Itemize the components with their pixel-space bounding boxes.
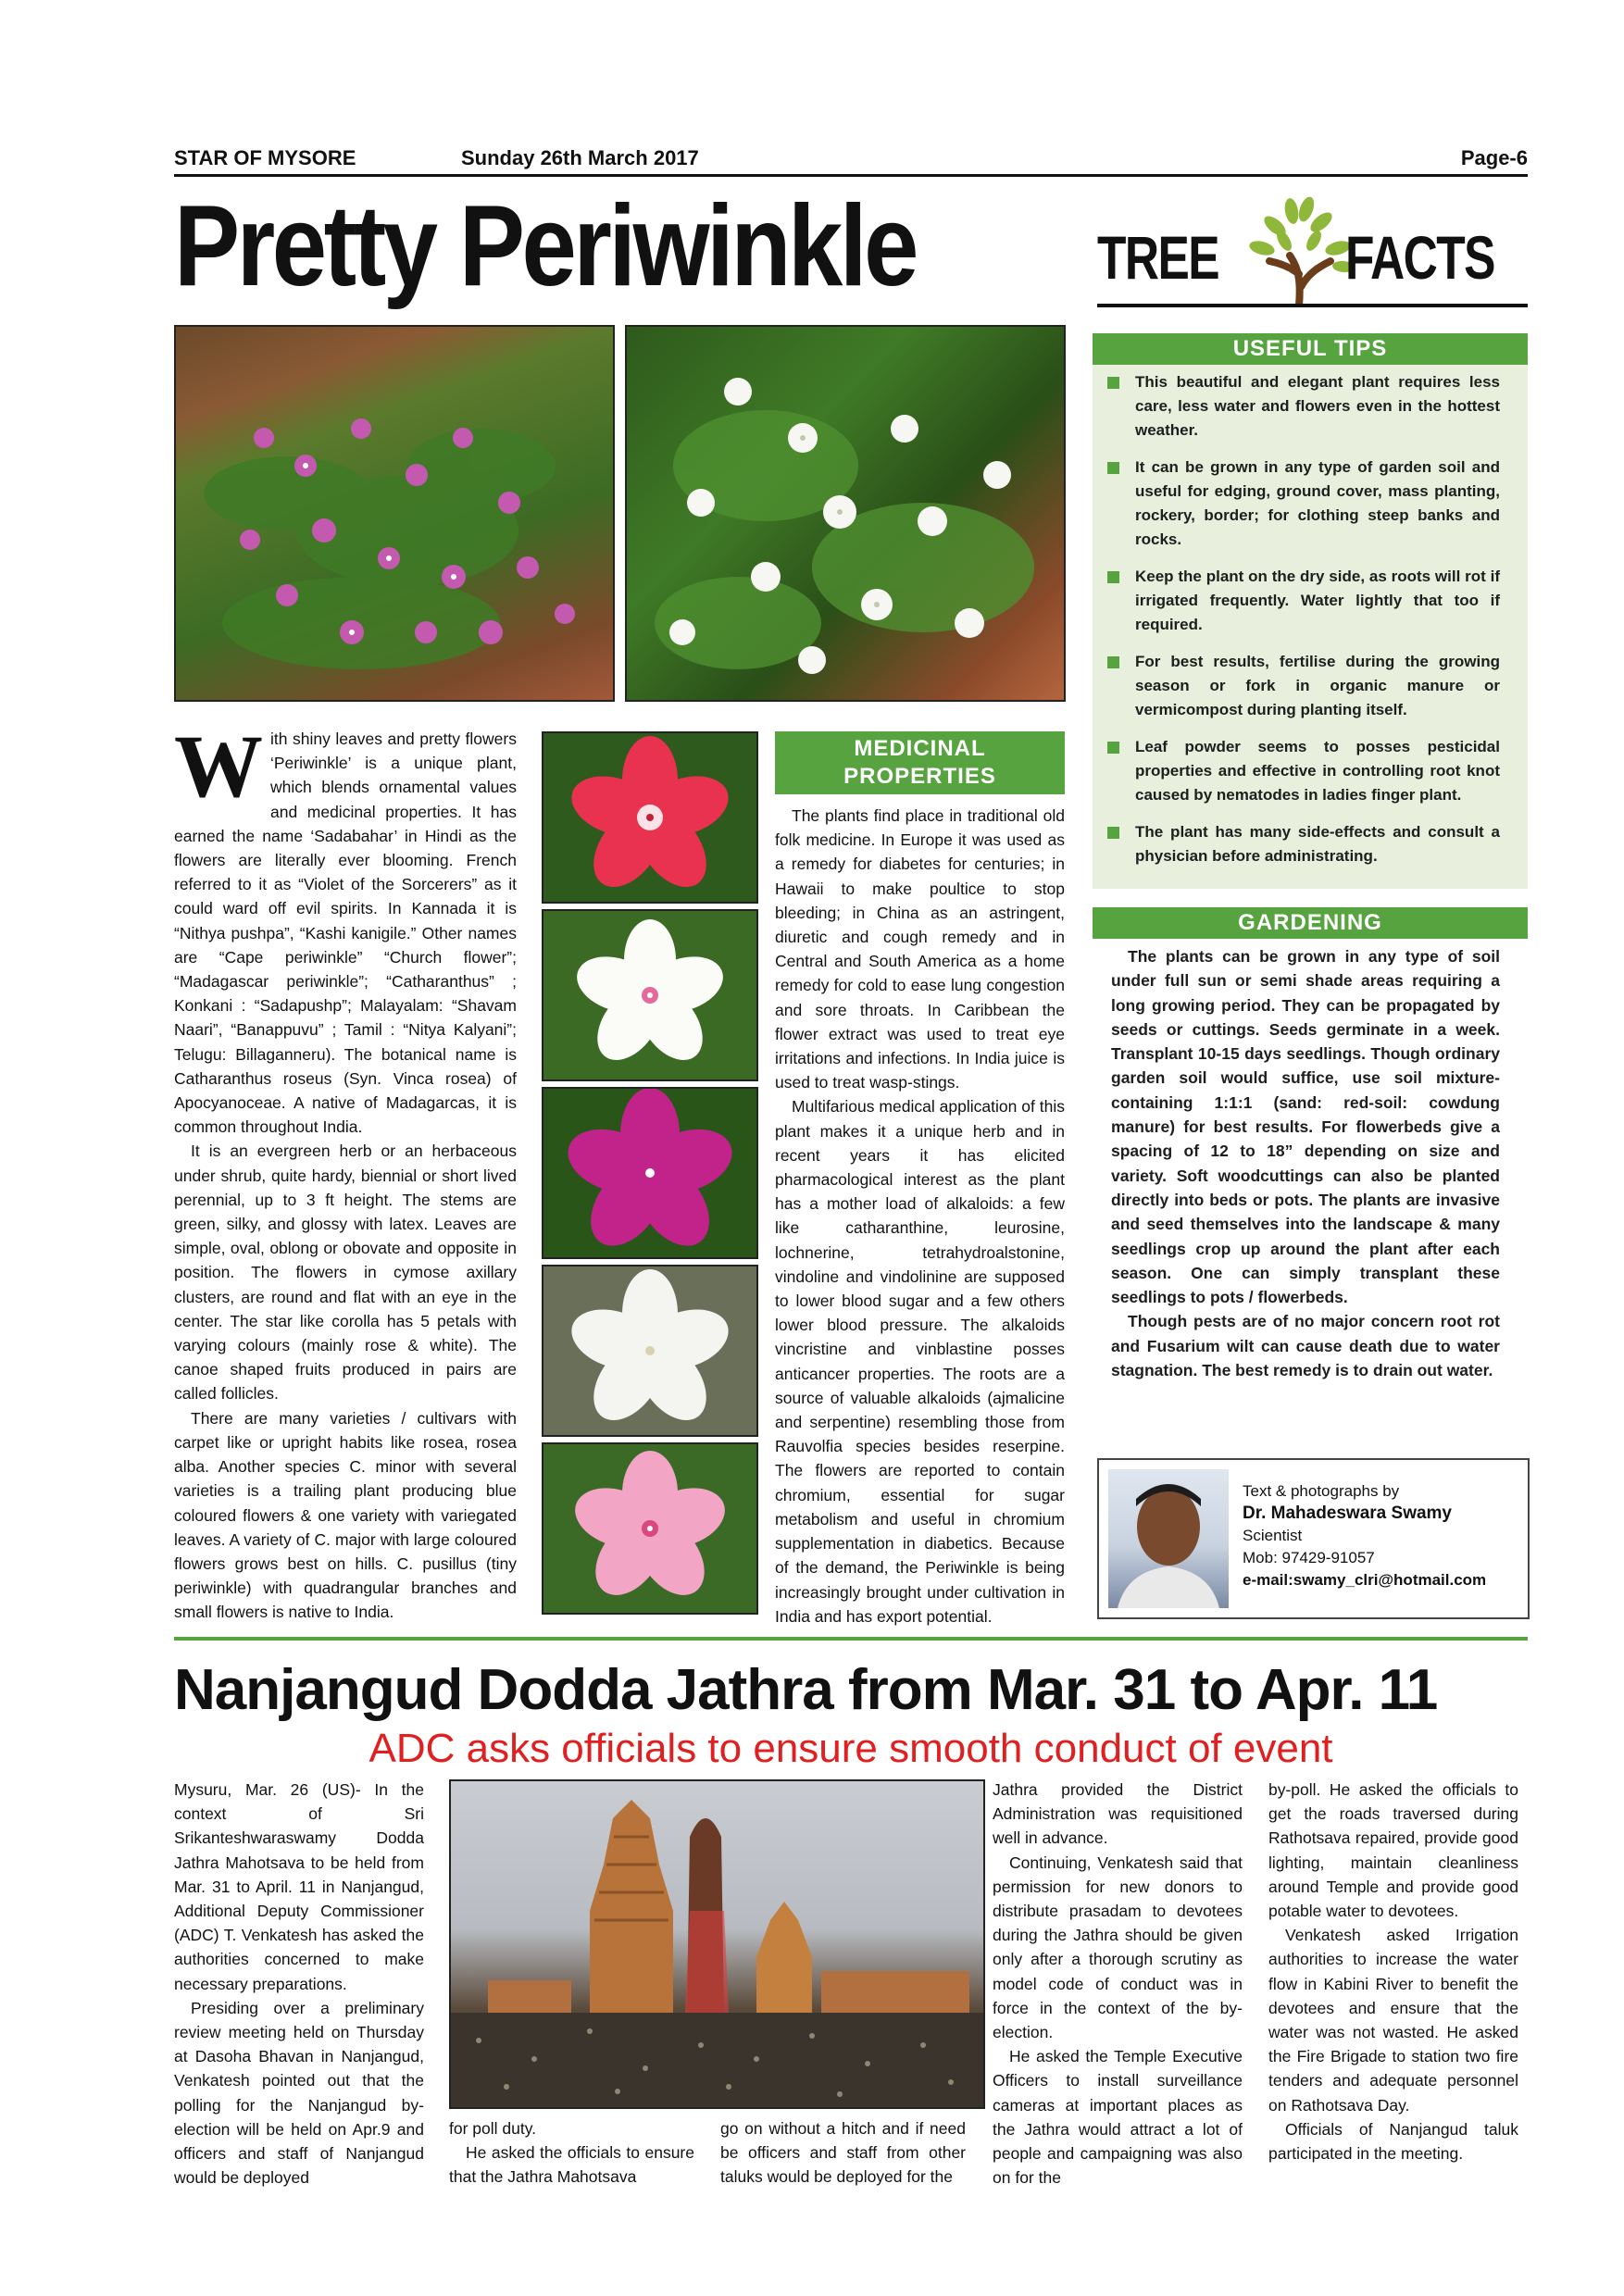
gardening-paragraph-2: Though pests are of no major concern root rot and Fusarium wilt can cause death due to water stagnation. The best remedy is to drain out water. — [1111, 1312, 1500, 1380]
intro-column — [174, 717, 517, 1625]
bullet-square-icon — [1107, 462, 1119, 474]
gardening-heading: GARDENING — [1093, 907, 1528, 939]
photo-light-pink-flower — [542, 1442, 758, 1615]
author-name: Dr. Mahadeswara Swamy — [1243, 1504, 1452, 1523]
medicinal-paragraph-2: Multifarious medical application of this plant makes it a unique herb and in recent years it has elicited pharmacological interest as the plant has a mother load of alkaloids: a few like catharanthine, leurosine, lochnerine, tetrahydroalstonine, vindoline and vindolinine are supposed to lower blood sugar and a few others lower blood pressure. The alkaloids vincristine and vinblastine posses anticancer properties. The roots are a source of valuable alkaloids (ajmalicine and serpentine) resembling those from Rauvolfia species besides reserpine. The flowers are reported to contain chromium, essential for sugar metabolism and useful in chromium supplementation in diabetics. Because of the demand, the Periwinkle is being increasingly brought under cultivation in India and has export potential. — [775, 1097, 1065, 1626]
gardening-text — [1111, 944, 1500, 1382]
photo-temple-crowd — [449, 1779, 985, 2109]
photo-white-periwinkle-plant — [625, 325, 1066, 702]
useful-tips-list — [1100, 370, 1500, 881]
tip-item: The plant has many side-effects and consult a physician before administrating. — [1100, 820, 1500, 868]
section-divider — [174, 1637, 1528, 1641]
tip-item: This beautiful and elegant plant requires less care, less water and flowers even in the hottest weather. — [1100, 370, 1500, 443]
news-column-4: Jathra provided the District Administration was requisitioned well in advance. Continuing, Venkatesh said that permission for new donors to distribute prasadam to devotees during the Jathra should be given only after a thorough scrutiny as model code of conduct was in force in the context of the by-election. He asked the Temple Executive Officers to install surveillance cameras at important places as the Jathra would attract a lot of people and campaigning was also on for the — [993, 1780, 1243, 2188]
news-headline: Nanjangud Dodda Jathra from Mar. 31 to Apr. 11 — [174, 1658, 1438, 1722]
author-credit-box — [1097, 1458, 1530, 1619]
bullet-square-icon — [1107, 377, 1119, 389]
medicinal-heading — [775, 731, 1065, 794]
masthead-rule — [174, 174, 1528, 177]
gardening-paragraph-1: The plants can be grown in any type of soil under full sun or semi shade areas requiring a long growing period. They can be propagated by seeds or cuttings. Seeds germinate in a week. Transplant 10-15 days seedlings. Though ordinary garden soil would suffice, use soil mixture-containing 1:1:1 (sand: red-soil: cowdung manure) for best results. For flowerbeds give a spacing of 12 to 18” depending on size and variety. Soft woodcuttings can also be planted directly into beds or pots. The plants are invasive and seed themselves into the landscape & many seedlings crop up around the plant after each season. One can simply transplant these seedlings to pots / flowerbeds. — [1111, 947, 1500, 1307]
paper-name: STAR OF MYSORE — [174, 146, 356, 169]
news-subhead: ADC asks officials to ensure smooth conduct of event — [369, 1726, 1333, 1771]
useful-tips-heading: USEFUL TIPS — [1093, 333, 1528, 365]
photo-white-pink-eye-flower — [542, 909, 758, 1081]
masthead — [174, 146, 1528, 172]
medicinal-paragraph-1: The plants find place in traditional old folk medicine. In Europe it was used as a remedy for diabetes for centuries; in Hawaii to make poultice to stop bleeding; in China as an astringent, diuretic and cough remedy and in Central and South America as a home remedy for cold to ease lung congestion and sore throats. In Caribbean the flower extract was used to treat eye irritations and infections. In India juice is used to treat wasp-stings. — [775, 806, 1065, 1092]
photo-magenta-flower — [542, 1087, 758, 1259]
author-email: e-mail:swamy_clri@hotmail.com — [1243, 1571, 1487, 1589]
tip-item: For best results, fertilise during the growing season or fork in organic manure or vermicompost during planting itself. — [1100, 650, 1500, 722]
drop-cap: W — [174, 717, 263, 816]
photo-white-flower — [542, 1265, 758, 1437]
bullet-square-icon — [1107, 656, 1119, 668]
logo-underline — [1097, 304, 1528, 307]
feature-title: Pretty Periwinkle — [174, 182, 916, 310]
logo-word-right: FACTS — [1345, 223, 1494, 292]
bullet-square-icon — [1107, 571, 1119, 583]
intro-paragraph-2: It is an evergreen herb or an herbaceous under shrub, quite hardy, biennial or short lived perennial, up to 3 ft height. The stems are green, silky, and glossy with latex. Leaves are simple, oval, oblong or obovate and opposite in position. The flowers in cymose axillary clusters, are round and flat with an eye in the center. The star like corolla has 5 petals with varying colours (mainly rose & white). The canoe shaped fruits produced in pairs are called follicles. — [174, 1142, 517, 1404]
issue-date: Sunday 26th March 2017 — [461, 146, 699, 169]
news-column-5: by-poll. He asked the officials to get the roads traversed during Rathotsava repaired, provide good lighting, maintain cleanliness around Temple and provide good potable water to devotees. Venkatesh asked Irrigation authorities to increase the water flow in Kabini River to benefit the devotees and ensure that the water was not wasted. He asked the Fire Brigade to station two fire tenders and adequate personnel on Rathotsava Day. Officials of Nanjangud taluk participated in the meeting. — [1268, 1780, 1518, 2164]
author-role: Scientist — [1243, 1527, 1303, 1544]
tip-item: Keep the plant on the dry side, as roots will rot if irrigated frequently. Water lightly that too if required. — [1100, 565, 1500, 637]
logo-word-left: TREE — [1097, 223, 1219, 292]
credit-text — [1243, 1480, 1486, 1591]
author-photo — [1108, 1469, 1229, 1608]
intro-paragraph-1: ith shiny leaves and pretty flowers ‘Periwinkle’ is a unique plant, which blends ornamental values and medicinal properties. It has earned the name ‘Sadabahar’ in Hindi as the flowers are literally ever blooming. French referred to it as “Violet of the Sorcerers” as it could ward off evil spirits. In Kannada it is “Nithya pushpa”, “Kashi kanigile.” Other names are “Cape periwinkle” “Church flower”; “Madagascar periwinkle”; “Catharanthus” ; Konkani : “Sadapushp”; Malayalam: “Shavam Naari”, “Banappuvu” ; Tamil : “Nitya Kalyani”; Telugu: Billaganneru). The botanical name is Catharanthus roseus (Syn. Vinca rosea) of Apocyanoceae. A native of Madagarcas, it is common throughout India. — [174, 730, 517, 1137]
tip-item: Leaf powder seems to posses pesticidal properties and effective in controlling root knot caused by nematodes in ladies finger plant. — [1100, 735, 1500, 807]
intro-paragraph-3: There are many varieties / cultivars with carpet like or upright habits like rosea, rosea alba. Another species C. minor with several varieties is a trailing plant producing blue coloured flowers & one variety with variegated leaves. A variety of C. major with large coloured flowers grows best on hills. C. pusillus (tiny periwinkle) with quadrangular branches and small flowers is native to India. — [174, 1408, 517, 1622]
page-number: Page-6 — [1460, 146, 1528, 169]
medicinal-heading-line-2: PROPERTIES — [843, 764, 996, 789]
medicinal-heading-line-1: MEDICINAL — [854, 736, 986, 761]
tree-facts-logo — [1097, 194, 1528, 313]
author-mobile: Mob: 97429-91057 — [1243, 1549, 1375, 1566]
tip-item: It can be grown in any type of garden soil and useful for edging, ground cover, mass planting, rockery, border; for clothing steep banks and rocks. — [1100, 455, 1500, 552]
news-column-1: Mysuru, Mar. 26 (US)- In the context of Sri Srikanteshwaraswamy Dodda Jathra Mahotsava to be held from Mar. 31 to April. 11 in Nanjangud, Additional Deputy Commissioner (ADC) T. Venkatesh has asked the authorities concerned to make necessary preparations. Presiding over a preliminary review meeting held on Thursday at Dasoha Bhavan in Nanjangud, Venkatesh pointed out that the polling for the Nanjangud by-election will be held on Apr.9 and officers and staff of Nanjangud would be deployed — [174, 1780, 424, 2188]
bullet-square-icon — [1107, 827, 1119, 839]
news-column-3: go on without a hitch and if need be officers and staff from other taluks would be deployed for the — [720, 2119, 966, 2187]
news-column-2: for poll duty. He asked the officials to ensure that the Jathra Mahotsava — [449, 2119, 694, 2187]
photo-pink-periwinkle-plant — [174, 325, 615, 702]
bullet-square-icon — [1107, 742, 1119, 754]
medicinal-column — [775, 804, 1065, 1628]
photo-red-flower — [542, 731, 758, 904]
credit-line: Text & photographs by — [1243, 1482, 1400, 1500]
